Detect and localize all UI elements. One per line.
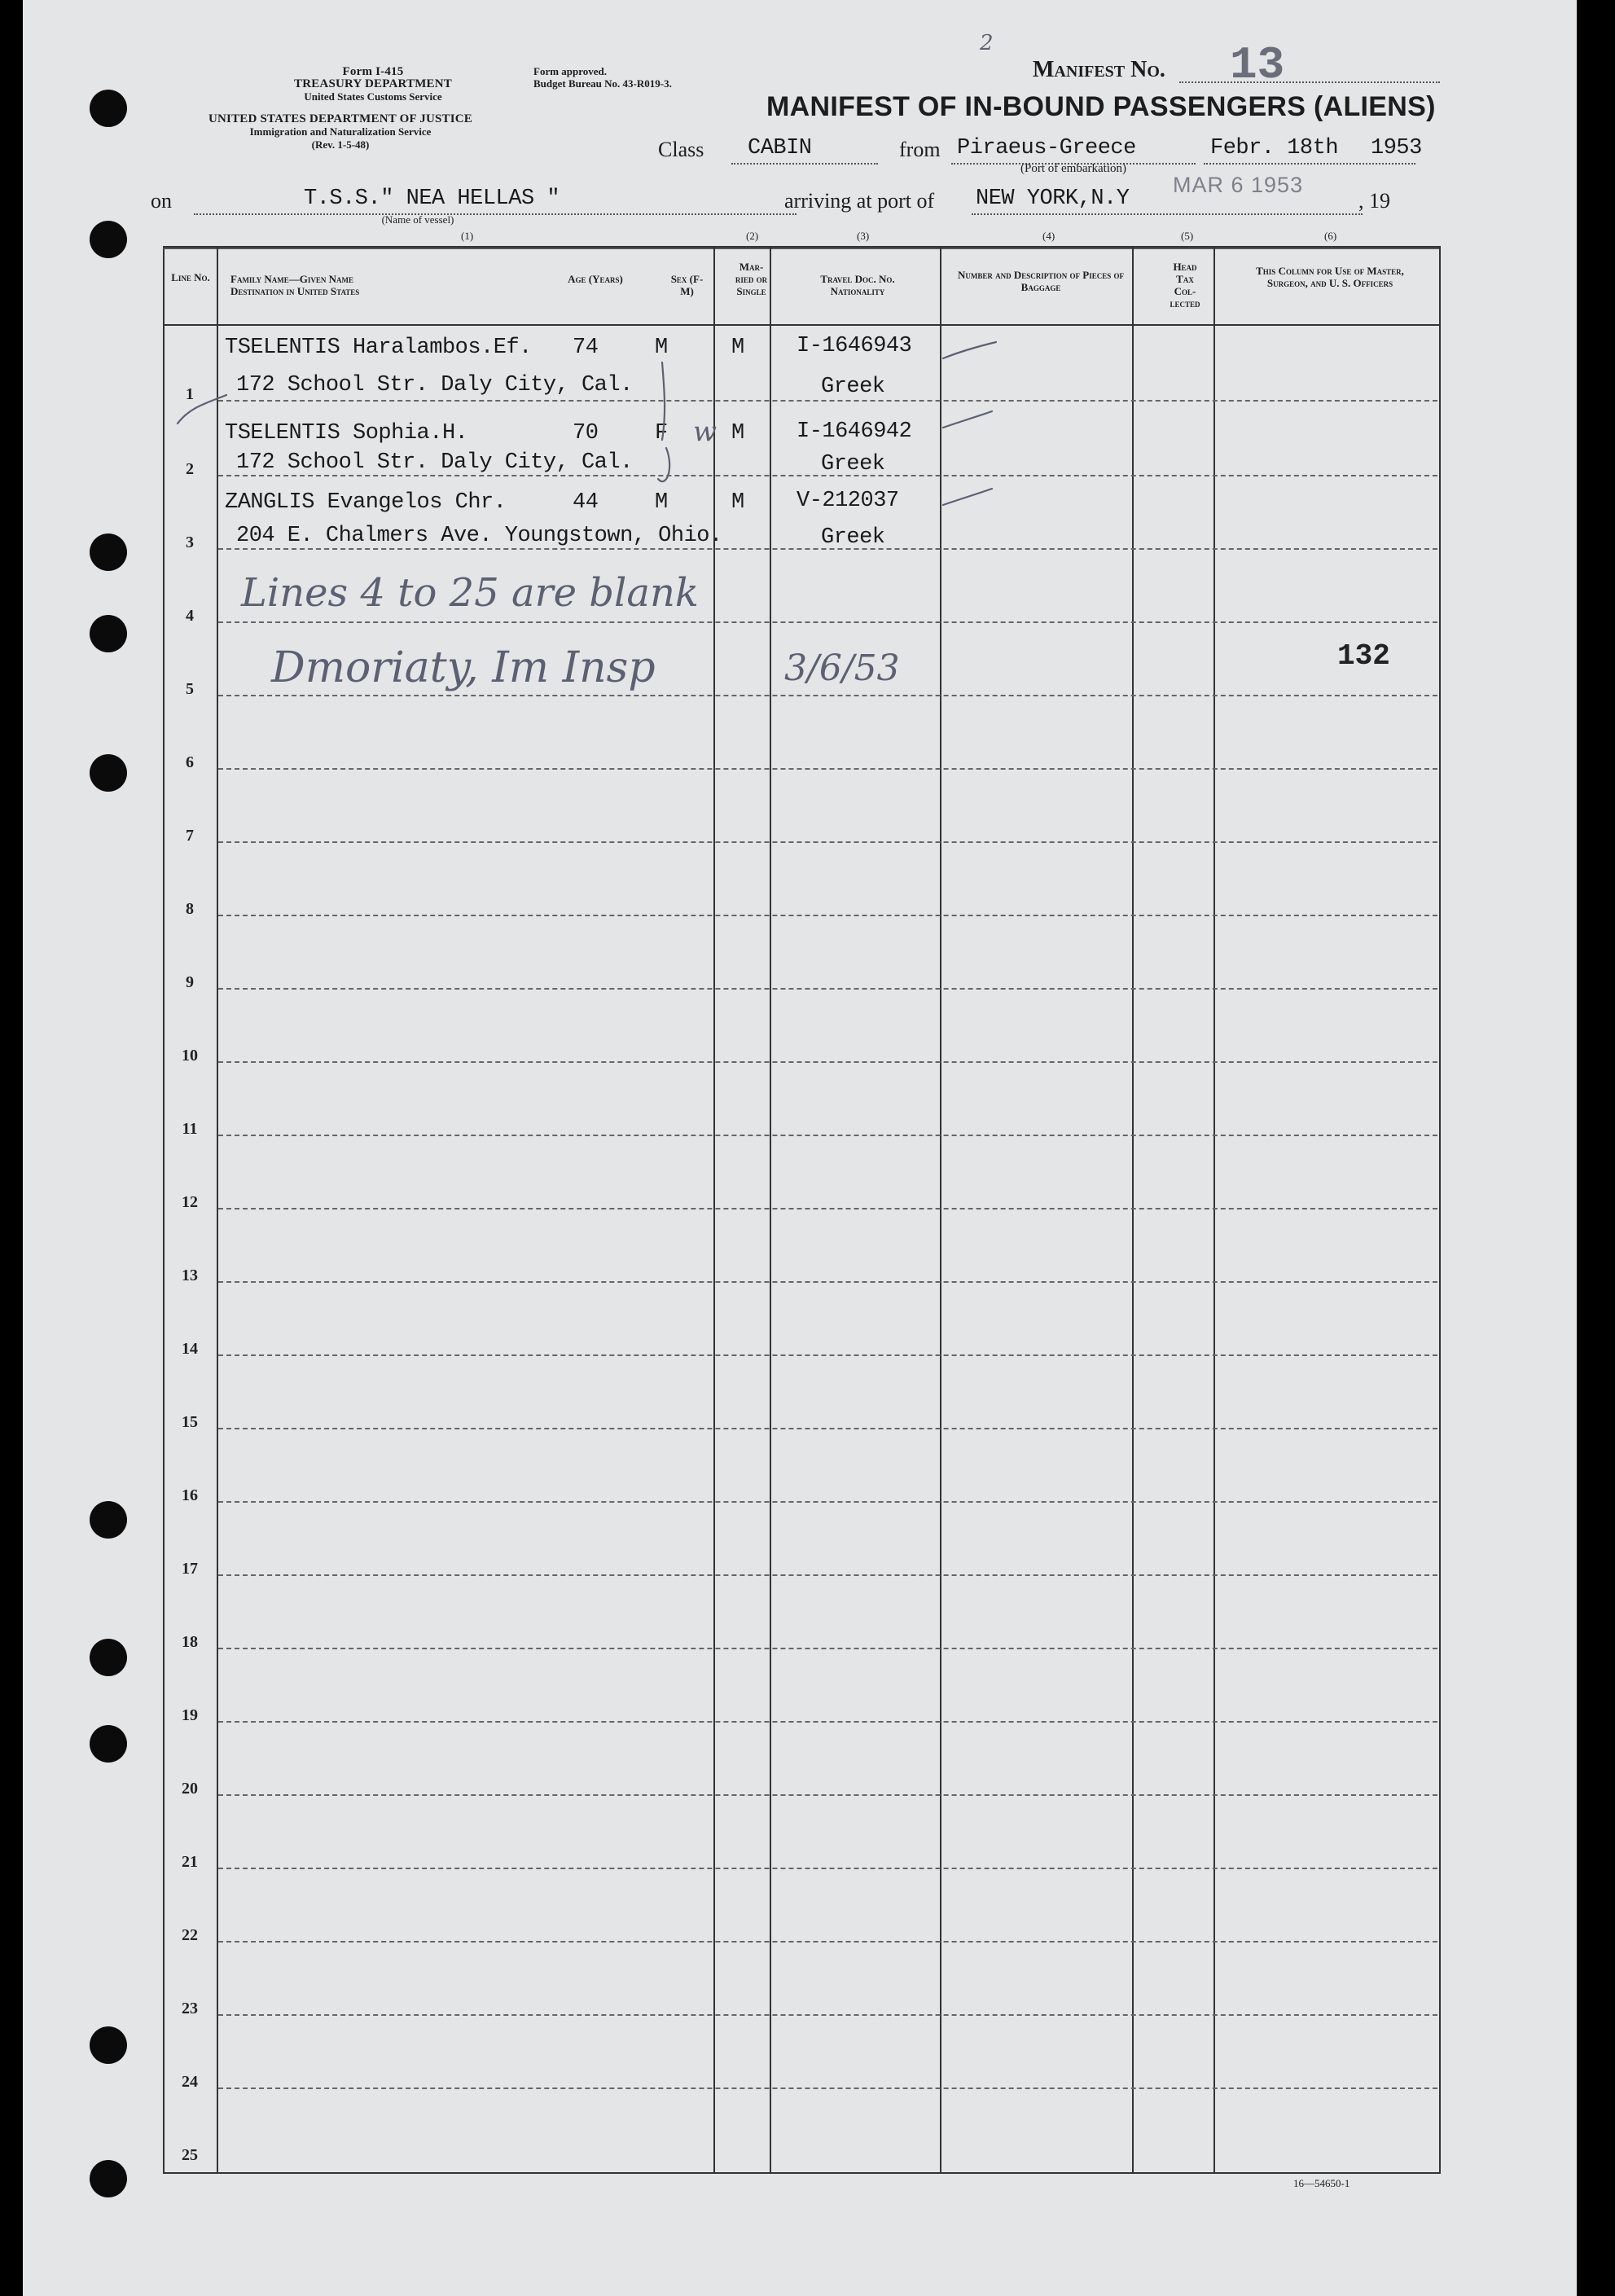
line-number: 2 xyxy=(186,460,194,478)
passenger-nationality: Greek xyxy=(821,375,885,399)
passenger-name: ZANGLIS Evangelos Chr. xyxy=(225,490,507,515)
immigration-service: Immigration and Naturalization Service xyxy=(249,125,432,138)
column-number-5: (5) xyxy=(1181,230,1194,242)
line-number: 16 xyxy=(182,1486,198,1504)
header-travel-doc: Travel Doc. No. xyxy=(820,273,895,285)
header-sex: Sex (F-M) xyxy=(670,273,704,297)
officer-count: 132 xyxy=(1337,639,1390,673)
manifest-number: 13 xyxy=(1230,39,1285,91)
line-number: 17 xyxy=(182,1560,198,1578)
port-caption: (Port of embarkation) xyxy=(1020,162,1126,175)
line-number: 8 xyxy=(186,900,194,918)
handwritten-date: 3/6/53 xyxy=(784,648,900,689)
page-title: MANIFEST OF IN-BOUND PASSENGERS (ALIENS) xyxy=(766,91,1436,122)
line-number: 19 xyxy=(182,1706,198,1724)
line-number: 9 xyxy=(186,973,194,991)
header-baggage: Number and Description of Pieces of Baggage xyxy=(958,269,1124,293)
line-number: 7 xyxy=(186,827,194,845)
header-head-tax: Head Tax Col-lected xyxy=(1170,261,1200,309)
column-number-6: (6) xyxy=(1324,230,1337,242)
passenger-age: 74 xyxy=(573,336,599,360)
header-nationality: Nationality xyxy=(830,285,885,297)
header-age: Age (Years) xyxy=(568,273,623,285)
passenger-marital: M xyxy=(731,421,744,446)
line-number: 24 xyxy=(182,2073,198,2091)
revision: (Rev. 1-5-48) xyxy=(311,138,370,151)
passenger-marital: M xyxy=(731,490,744,515)
embarkation-port: Piraeus-Greece xyxy=(957,136,1136,160)
departure-date: Febr. 18th xyxy=(1210,136,1339,160)
header-destination: Destination in United States xyxy=(230,285,360,297)
handwritten-blank-note: Lines 4 to 25 are blank xyxy=(241,570,699,616)
column-number-1: (1) xyxy=(461,230,474,242)
column-number-3: (3) xyxy=(857,230,870,242)
form-approved: Form approved. xyxy=(533,65,608,77)
passenger-nationality: Greek xyxy=(821,525,885,550)
passenger-age: 44 xyxy=(573,490,599,515)
passenger-doc: V-212037 xyxy=(797,489,899,513)
header-line-no: Line No. xyxy=(171,271,210,283)
manifest-page xyxy=(23,0,1577,2296)
form-number: Form I-415 xyxy=(342,65,404,78)
manifest-handnote: 2 xyxy=(980,31,994,55)
line-number: 22 xyxy=(182,1926,198,1944)
on-label: on xyxy=(151,189,172,213)
column-number-4: (4) xyxy=(1042,230,1055,242)
line-number: 18 xyxy=(182,1633,198,1651)
line-number: 1 xyxy=(186,385,194,403)
header-officers: This Column for Use of Master, Surgeon, and U. S. Officers xyxy=(1256,265,1404,289)
manifest-no-label: Manifest No. xyxy=(1033,57,1165,82)
passenger-name: TSELENTIS Haralambos.Ef. xyxy=(225,336,532,360)
passenger-sex: M xyxy=(655,336,668,360)
handwritten-marks xyxy=(23,0,1577,2296)
arrival-port: NEW YORK,N.Y xyxy=(976,187,1130,211)
passenger-age: 70 xyxy=(573,421,599,446)
header-married: Mar-ried or Single xyxy=(735,261,768,297)
line-number: 3 xyxy=(186,533,194,551)
line-number: 13 xyxy=(182,1267,198,1284)
line-number: 25 xyxy=(182,2146,198,2164)
passenger-name: TSELENTIS Sophia.H. xyxy=(225,421,468,446)
passenger-doc: I-1646943 xyxy=(797,334,912,358)
line-number: 21 xyxy=(182,1853,198,1871)
budget-bureau: Budget Bureau No. 43-R019-3. xyxy=(533,77,672,90)
class-label: Class xyxy=(658,138,704,161)
arriving-label: arriving at port of xyxy=(784,189,935,213)
passenger-destination: 204 E. Chalmers Ave. Youngstown, Ohio. xyxy=(236,524,722,548)
passenger-destination: 172 School Str. Daly City, Cal. xyxy=(236,373,633,397)
arrival-stamp: MAR 6 1953 xyxy=(1173,173,1304,197)
column-number-2: (2) xyxy=(746,230,759,242)
line-number: 10 xyxy=(182,1047,198,1065)
class-value: CABIN xyxy=(748,136,812,160)
customs-service: United States Customs Service xyxy=(304,90,442,103)
line-number: 6 xyxy=(186,753,194,771)
passenger-sex: F xyxy=(655,421,668,446)
line-number: 11 xyxy=(182,1120,198,1138)
line-number: 4 xyxy=(186,607,194,625)
departure-year: 1953 xyxy=(1371,136,1422,160)
treasury-department: TREASURY DEPARTMENT xyxy=(293,77,452,90)
vessel-name: T.S.S." NEA HELLAS " xyxy=(304,187,560,211)
line-number: 12 xyxy=(182,1193,198,1211)
line-number: 14 xyxy=(182,1340,198,1358)
line-number: 5 xyxy=(186,680,194,698)
passenger-doc: I-1646942 xyxy=(797,419,912,444)
passenger-marital: M xyxy=(731,336,744,360)
from-label: from xyxy=(899,138,941,161)
passenger-nationality: Greek xyxy=(821,452,885,476)
year-prefix: , 19 xyxy=(1358,189,1390,213)
line-number: 23 xyxy=(182,2000,198,2017)
passenger-destination: 172 School Str. Daly City, Cal. xyxy=(236,450,633,475)
footer-code: 16—54650-1 xyxy=(1293,2177,1350,2189)
department-of-justice: UNITED STATES DEPARTMENT OF JUSTICE xyxy=(208,112,473,125)
line-number: 15 xyxy=(182,1413,198,1431)
passenger-sex: M xyxy=(655,490,668,515)
handwritten-signature: Dmoriaty, Im Insp xyxy=(271,643,656,692)
header-name: Family Name—Given Name xyxy=(230,273,354,285)
line-number: 20 xyxy=(182,1780,198,1798)
vessel-caption: (Name of vessel) xyxy=(381,213,454,226)
sex-mark: w xyxy=(693,415,718,448)
